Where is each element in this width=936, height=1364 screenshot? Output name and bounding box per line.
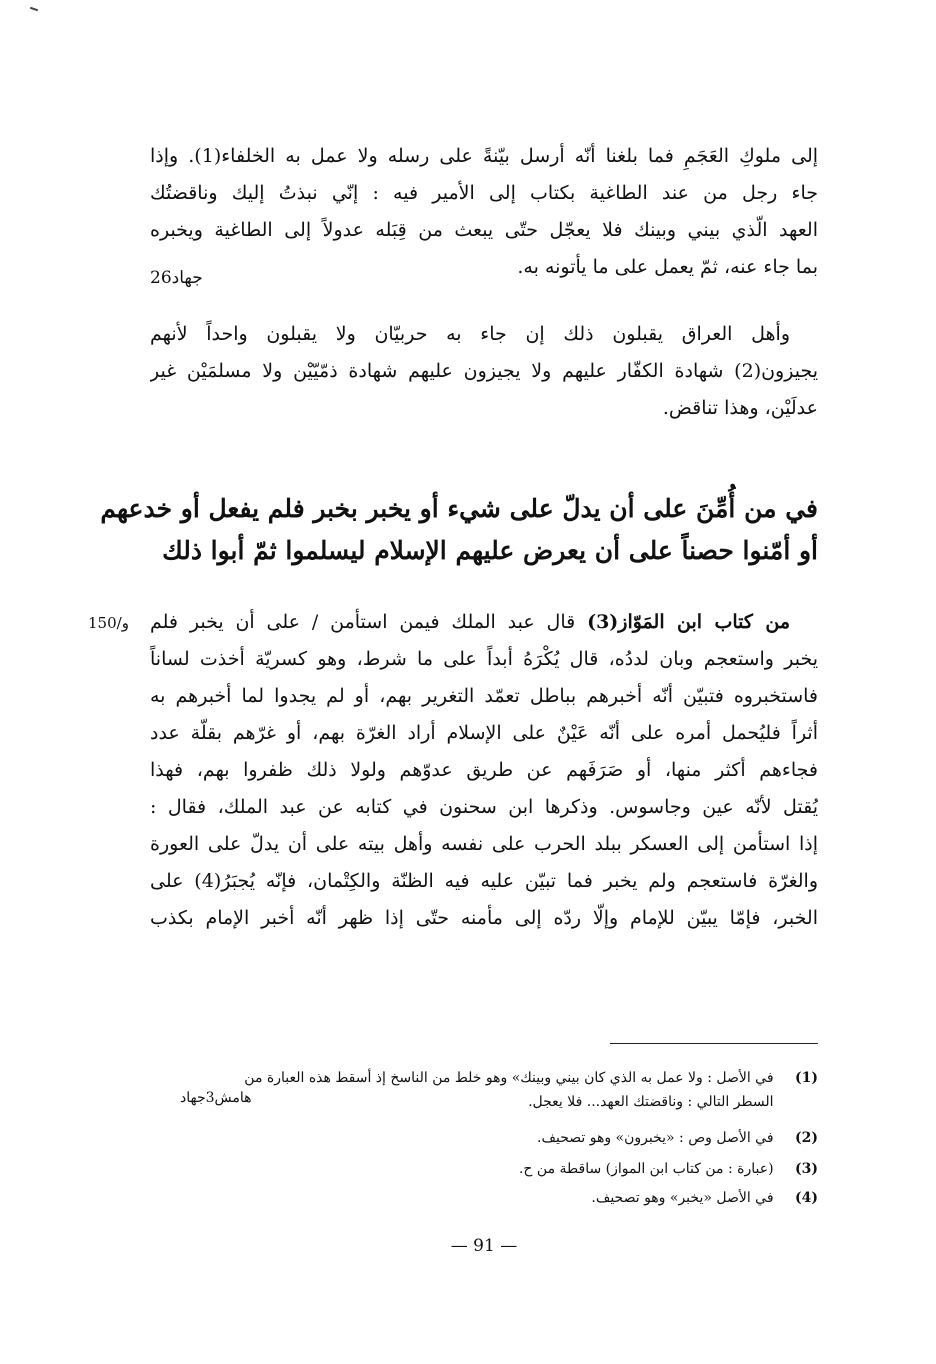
footnote-2 [150, 1126, 818, 1150]
text-line: جاء رجل من عند الطاغية بكتاب إلى الأمير فيه : إنّي نبذتُ إليك وناقضتُك [150, 182, 818, 204]
text-line: أثراً فليُحمل أمره على أنّه عَيْنٌ على الإسلام أراد الغرّة بهم، أو غرّهم بقلّة عدد [150, 722, 818, 744]
text-line: الخبر، فإمّا يبيّن للإمام وإلّا ردّه إلى مأمنه حتّى إذا ظهر أنّه أخبر الإمام بكذب [150, 907, 818, 929]
footnote-divider [610, 1043, 818, 1044]
footnote-3 [150, 1157, 818, 1181]
paragraph-1 [150, 138, 818, 286]
footnote-text: في الأصل «يخبر» وهو تصحيف. [591, 1190, 774, 1206]
heading-line: في من أُمِّنَ على أن يدلّ على شيء أو يخبر بخبر فلم يفعل أو خدعهم [100, 494, 818, 523]
paragraph-3 [150, 604, 818, 937]
text-line: والغرّة فاستعجم ولم يخبر فما تبيّن عليه فيه الظنّة والكِتْمان، فإنّه يُجبَرُ(4) على [150, 870, 818, 892]
footnote-1 [150, 1066, 818, 1090]
footnote-text: السطر التالي : وناقضتك العهد... فلا يعجل. [528, 1094, 774, 1110]
footnote-number: (1) [795, 1070, 818, 1086]
paragraph-2 [150, 316, 818, 427]
source-lead: من كتاب ابن المَوّاز(3) [587, 611, 790, 633]
text-line: يُقتل لأنّه عين وجاسوس. وذكرها ابن سحنون في كتابه عن عبد الملك، فقال : [150, 796, 818, 818]
scan-mark [30, 7, 38, 12]
marginal-note-jihad: جهاد26 [150, 268, 203, 288]
text-line: فاستخبروه فتبيّن أنّه أخبرهم بباطل تعمّد التغرير بهم، أو لم يجدوا لما أخبرهم به [150, 685, 818, 707]
text-line: يخبر واستعجم وبان لددُه، قال يُكْرَهُ أبداً على ما شرط، وهو كسريّة أخذت لساناً [150, 648, 818, 670]
text-line: إلى ملوكِ العَجَمِ فما بلغنا أنّه أرسل بيّنةً على رسله ولا عمل به الخلفاء(1). وإذا [150, 145, 818, 167]
text-line: عدلَيْن، وهذا تناقض. [662, 397, 818, 419]
footnote-text: في الأصل وص : «يخبرون» وهو تصحيف. [537, 1130, 774, 1146]
footnote-number: (4) [795, 1190, 818, 1206]
text-line [150, 604, 818, 641]
text-line: بما جاء عنه، ثمّ يعمل على ما يأتونه به. [517, 256, 818, 278]
text-line: يجيزون(2) شهادة الكفّار عليهم ولا يجيزون عليهم شهادة ذمّيّيْن ولا مسلمَيْن غير [150, 360, 818, 382]
page-number: — 91 — [450, 1236, 518, 1256]
footnote-4 [150, 1186, 818, 1210]
section-heading [100, 488, 818, 572]
text-segment: قال عبد الملك فيمن استأمن / على أن يخبر فلم [150, 611, 576, 633]
footnote-text: (عبارة : من كتاب ابن المواز) ساقطة من ح. [518, 1161, 774, 1177]
heading-line: أو أمّنوا حصناً على أن يعرض عليهم الإسلام ليسلموا ثمّ أبوا ذلك [162, 536, 818, 565]
footnote-marginal-note: هامش3جهاد [180, 1090, 252, 1106]
text-line: العهد الّذي بيني وبينك فلا يعجّل حتّى يبعث من قِبَله عدولاً إلى الطاغية ويخبره [150, 219, 818, 241]
folio-reference: 150/و [88, 614, 129, 632]
text-line: فجاءهم أكثر منها، أو صَرَفَهم عن طريق عدوّهم ولولا ذلك ظفروا بهم، فهذا [150, 759, 818, 781]
text-line: وأهل العراق يقبلون ذلك إن جاء به حربيّان ولا يقبلون واحداً لأنهم [150, 323, 790, 345]
footnote-number: (3) [795, 1161, 818, 1177]
text-line: إذا استأمن إلى العسكر ببلد الحرب على نفسه وأهل بيته على أن يدلّ على العورة [150, 833, 818, 855]
footnote-text: في الأصل : ولا عمل به الذي كان بيني وبينك» وهو خلط من الناسخ إذ أسقط هذه العبارة من [244, 1070, 774, 1086]
footnote-number: (2) [795, 1130, 818, 1146]
